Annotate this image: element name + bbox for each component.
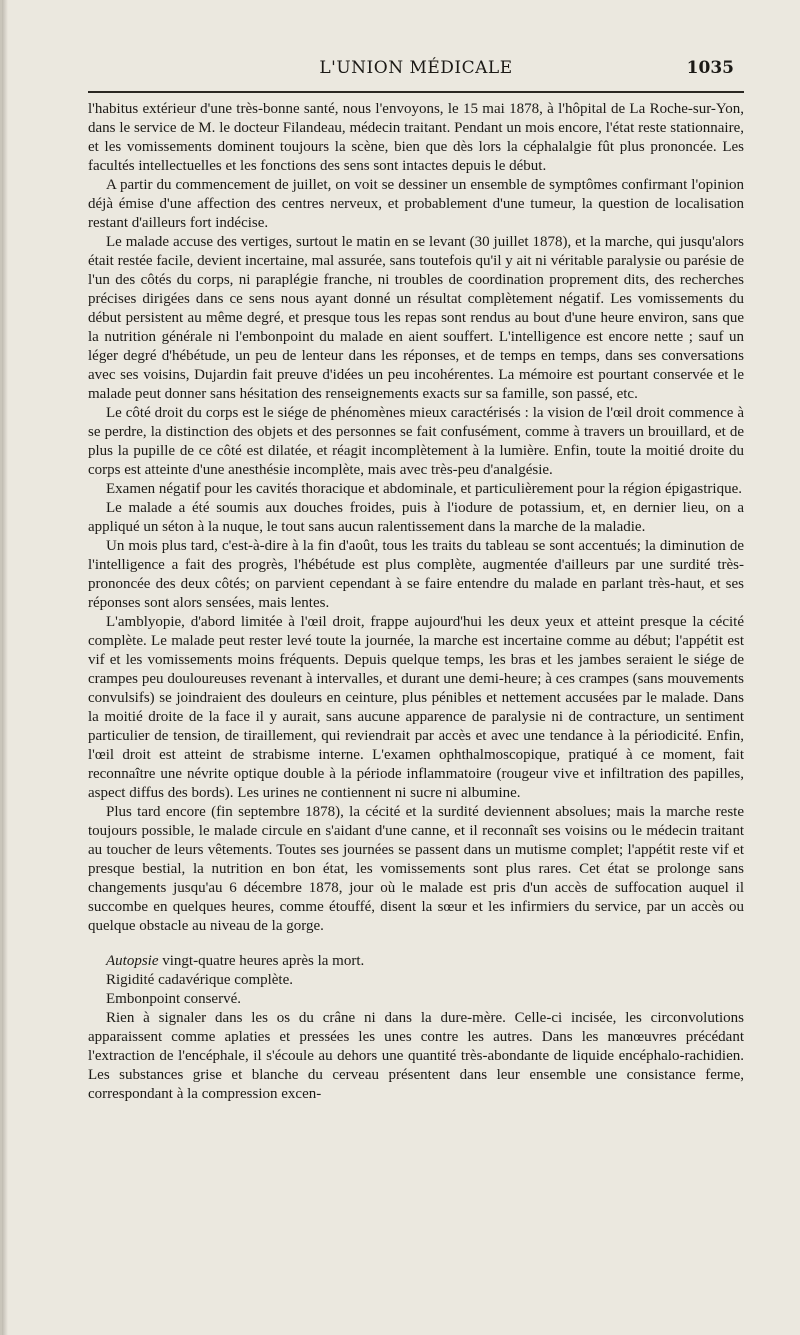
- autopsy-line-3: Rien à signaler dans les os du crâne ni dans la dure-mère. Celle-ci incisée, les circonvolutions apparaissent comme aplaties et pressées les unes contre les autres. Dans les manœuvres précédant l'extraction de l'encéphale, il s'écoule au dehors une quantité très-abondante de liquide encéphalo-rachidien. Les substances grise et blanche du cerveau présentent dans leur ensemble une consistance ferme, correspondant à la compression excen-: [88, 1010, 744, 1102]
- body-text: [88, 100, 744, 1104]
- paragraph-8: L'amblyopie, d'abord limitée à l'œil droit, frappe aujourd'hui les deux yeux et atteint presque la cécité complète. Le malade peut rester levé toute la journée, la marche est incertaine comme au début; l'appétit est vif et les vomissements moins fréquents. Depuis quelque temps, les bras et les jambes seraient le siége de crampes peu douloureuses revenant à intervalles, et durant une demi-heure; à ces crampes (sans mouvements convulsifs) se joindraient des douleurs en ceinture, plus pénibles et nettement accusées par le malade. Dans la moitié droite de la face il y aurait, sans aucune apparence de paralysie ni de contracture, un sentiment particulier de tension, de tiraillement, qui reviendrait par accès et avec une tendance à la périodicité. Enfin, l'œil droit est atteint de strabisme interne. L'examen ophthalmoscopique, pratiqué à ce moment, fait reconnaître une névrite optique double à la période inflammatoire (rougeur vive et infiltration des papilles, aspect diffus des bords). Les urines ne contiennent ni sucre ni albumine.: [88, 614, 744, 801]
- header-rule: [88, 91, 744, 93]
- page-header: [88, 58, 744, 86]
- paragraph-9: Plus tard encore (fin septembre 1878), la cécité et la surdité deviennent absolues; mais la marche reste toujours possible, le malade circule en s'aidant d'une canne, et il reconnaît ses voisins ou le médecin traitant au toucher de leurs vêtements. Toutes ses journées se passent dans un mutisme complet; l'appétit reste vif et presque bestial, la nutrition en bon état, les vomissements sont plus rares. Cet état se prolonge sans changements jusqu'au 6 décembre 1878, jour où le malade est pris d'un accès de suffocation auquel il succombe en quelques heures, comme étouffé, disent la sœur et les infirmiers du service, par un accès ou quelque obstacle au niveau de la gorge.: [88, 804, 744, 934]
- paragraph-7: Un mois plus tard, c'est-à-dire à la fin d'août, tous les traits du tableau se sont accentués; la diminution de l'intelligence a fait des progrès, l'hébétude est plus complète, augmentée d'ailleurs par une surdité très-prononcée des deux côtés; on parvient cependant à se faire entendre du malade en parlant très-haut, et ses réponses sont alors sensées, mais lentes.: [88, 538, 744, 611]
- paragraph-3: Le malade accuse des vertiges, surtout le matin en se levant (30 juillet 1878), et la marche, qui jusqu'alors était restée facile, devient incertaine, mal assurée, sans toutefois qu'il y ait ni véritable paralysie ou parésie de l'un des côtés du corps, ni paraplégie franche, ni troubles de coordination proprement dits, des recherches précises dirigées dans ce sens nous ayant donné un résultat complètement négatif. Les vomissements du début persistent au même degré, et presque tous les repas sont rendus au bout d'une heure environ, sans que la nutrition générale ni l'embonpoint du malade en aient souffert. L'intelligence est encore nette ; sauf un léger degré d'hébétude, un peu de lenteur dans les réponses, et de temps en temps, dans ses conversations avec ses voisins, Dujardin fait preuve d'idées un peu incohérentes. La mémoire est pourtant conservée et le malade peut donner sans hésitation des renseignements exacts sur sa famille, son passé, etc.: [88, 234, 744, 402]
- paragraph-4: Le côté droit du corps est le siége de phénomènes mieux caractérisés : la vision de l'œil droit commence à se perdre, la distinction des objets et des personnes se fait confusément, comme à travers un brouillard, et de plus la pupille de ce côté est dilatée, et réagit incomplètement à la lumière. Enfin, toute la moitié droite du corps est atteinte d'une anesthésie incomplète, mais avec très-peu d'analgésie.: [88, 405, 744, 478]
- paragraph-2: A partir du commencement de juillet, on voit se dessiner un ensemble de symptômes confirmant l'opinion déjà émise d'une affection des centres nerveux, et probablement d'une tumeur, la question de localisation restant d'ailleurs fort indécise.: [88, 177, 744, 231]
- page-edge-shadow: [2, 0, 8, 1335]
- page-number: 1035: [686, 58, 734, 78]
- autopsy-line-2: Embonpoint conservé.: [106, 991, 241, 1007]
- autopsy-heading-rest: vingt-quatre heures après la mort.: [158, 953, 365, 969]
- paragraph-5: Examen négatif pour les cavités thoracique et abdominale, et particulièrement pour la région épigastrique.: [106, 481, 743, 497]
- autopsy-heading-italic: Autopsie: [106, 953, 159, 969]
- section-gap: [88, 936, 744, 952]
- autopsy-line-1: Rigidité cadavérique complète.: [106, 972, 294, 988]
- autopsy-heading: [88, 952, 744, 971]
- paragraph-6: Le malade a été soumis aux douches froides, puis à l'iodure de potassium, et, en dernier lieu, on a appliqué un séton à la nuque, le tout sans aucun ralentissement dans la marche de la maladie.: [88, 500, 744, 535]
- paragraph-1: l'habitus extérieur d'une très-bonne santé, nous l'envoyons, le 15 mai 1878, à l'hôpital de La Roche-sur-Yon, dans le service de M. le docteur Filandeau, médecin traitant. Pendant un mois encore, l'état reste stationnaire, et les vomissements dominent toujours la scène, bien que dès lors la céphalalgie fût plus prononcée. Les facultés intellectuelles et les fonctions des sens sont intactes depuis le début.: [88, 101, 744, 174]
- running-title: L'UNION MÉDICALE: [319, 58, 513, 78]
